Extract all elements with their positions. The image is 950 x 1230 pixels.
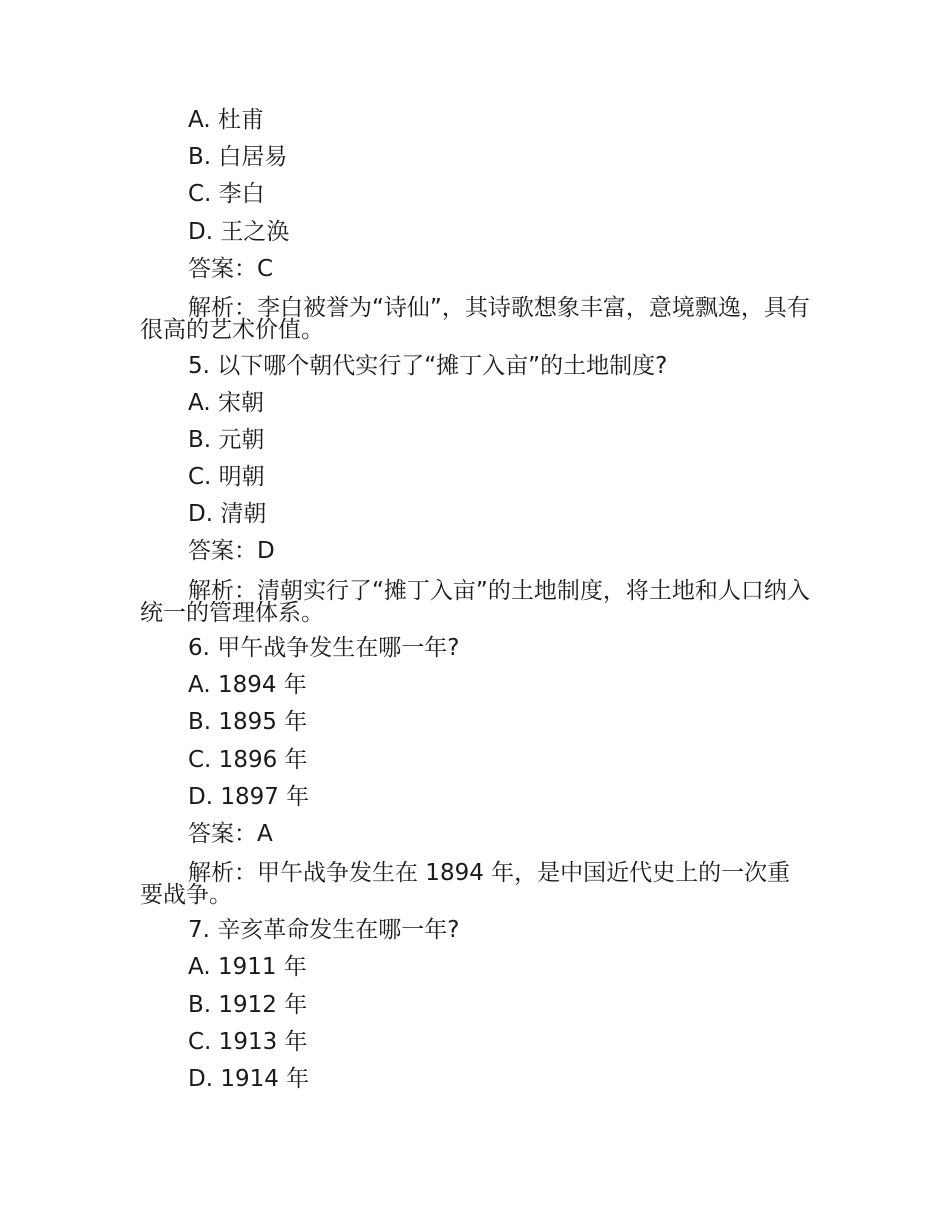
- q7-option-d: D. 1914 年: [188, 1066, 310, 1092]
- q4-explanation: 解析：李白被誉为“诗仙”，其诗歌想象丰富，意境飘逸，具有很高的艺术价值。: [140, 295, 810, 343]
- q6-option-d: D. 1897 年: [188, 784, 310, 810]
- q5-option-c: C. 明朝: [188, 464, 265, 490]
- q5-explanation: 解析：清朝实行了“摊丁入亩”的土地制度，将土地和人口纳入统一的管理体系。: [140, 578, 810, 626]
- q5-option-d: D. 清朝: [188, 501, 267, 527]
- q7-option-b: B. 1912 年: [188, 992, 308, 1018]
- q7-option-c: C. 1913 年: [188, 1029, 308, 1055]
- q6-question: 6. 甲午战争发生在哪一年?: [188, 635, 460, 661]
- q4-option-d: D. 王之涣: [188, 219, 290, 245]
- q7-option-a: A. 1911 年: [188, 954, 307, 980]
- q6-option-b: B. 1895 年: [188, 709, 308, 735]
- q5-option-b: B. 元朝: [188, 427, 265, 453]
- q6-answer: 答案：A: [188, 821, 273, 847]
- q6-option-a: A. 1894 年: [188, 672, 307, 698]
- q4-answer: 答案：C: [188, 256, 274, 282]
- q4-option-b: B. 白居易: [188, 144, 288, 170]
- q6-option-c: C. 1896 年: [188, 747, 308, 773]
- q4-option-a: A. 杜甫: [188, 107, 264, 133]
- q7-question: 7. 辛亥革命发生在哪一年?: [188, 917, 460, 943]
- q5-question: 5. 以下哪个朝代实行了“摊丁入亩”的土地制度?: [188, 353, 668, 379]
- q4-option-c: C. 李白: [188, 181, 265, 207]
- q5-answer: 答案：D: [188, 538, 275, 564]
- q6-explanation: 解析：甲午战争发生在 1894 年，是中国近代史上的一次重要战争。: [140, 860, 791, 908]
- q5-option-a: A. 宋朝: [188, 390, 264, 416]
